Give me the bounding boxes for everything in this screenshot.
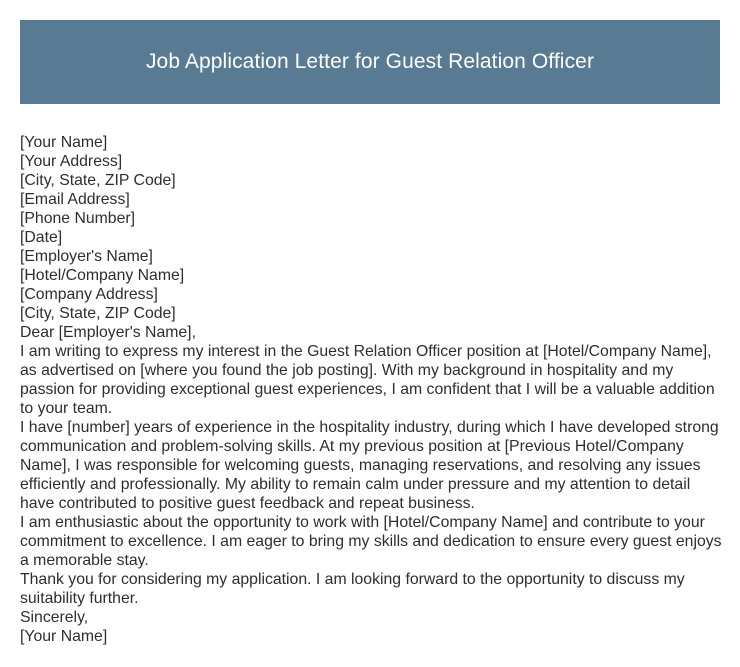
paragraph-intro: I am writing to express my interest in the Guest Relation Officer position at [Hotel/Company Name], as advertised on [where you found the job posting]. With my background in hospitality and my passion for providing exceptional guest experiences, I am confident that I will be a valuable addition to your team. xyxy=(20,343,715,417)
page-title: Job Application Letter for Guest Relation Officer xyxy=(145,50,595,73)
salutation: Dear [Employer's Name], xyxy=(20,324,196,341)
letter-body xyxy=(20,133,726,646)
sender-city-state-zip: [City, State, ZIP Code] xyxy=(20,172,176,189)
closing: Sincerely, xyxy=(20,609,89,626)
paragraph-experience: I have [number] years of experience in the hospitality industry, during which I have developed strong communication and problem-solving skills. At my previous position at [Previous Hotel/Company Name], I was responsible for welcoming guests, managing reservations, and resolving any issues efficiently and professionally. My ability to remain calm under pressure and my attention to detail have contributed to positive guest feedback and repeat business. xyxy=(20,419,719,512)
signature: [Your Name] xyxy=(20,628,108,645)
paragraph-enthusiasm: I am enthusiastic about the opportunity to work with [Hotel/Company Name] and contribute to your commitment to excellence. I am eager to bring my skills and dedication to ensure every guest enjoys a memorable stay. xyxy=(20,514,722,569)
recipient-name: [Employer's Name] xyxy=(20,248,153,265)
recipient-address: [Company Address] xyxy=(20,286,158,303)
sender-email: [Email Address] xyxy=(20,191,130,208)
recipient-company: [Hotel/Company Name] xyxy=(20,267,185,284)
paragraph-thanks: Thank you for considering my application. I am looking forward to the opportunity to discuss my suitability further. xyxy=(20,571,685,607)
title-banner xyxy=(20,20,720,104)
sender-name: [Your Name] xyxy=(20,134,108,151)
letter-date: [Date] xyxy=(20,229,63,246)
recipient-city-state-zip: [City, State, ZIP Code] xyxy=(20,305,176,322)
sender-phone: [Phone Number] xyxy=(20,210,136,227)
sender-address: [Your Address] xyxy=(20,153,123,170)
